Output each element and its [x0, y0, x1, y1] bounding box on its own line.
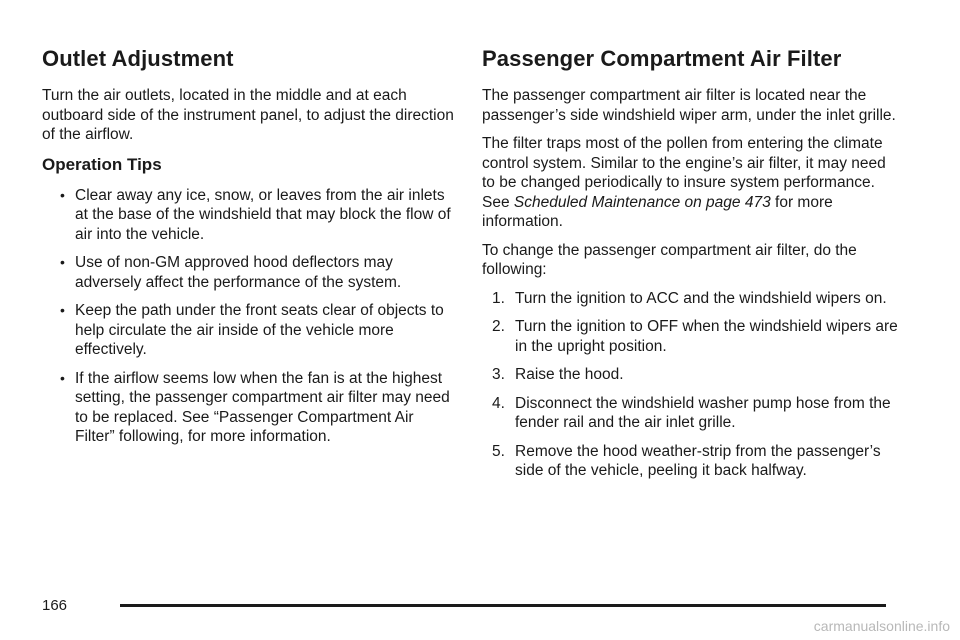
change-filter-intro: To change the passenger compartment air filter, do the following: [482, 241, 857, 278]
tip-text: Use of non-GM approved hood deflectors may adversely affect the performance of the system. [75, 254, 402, 291]
step-item [482, 289, 902, 309]
step-text: Disconnect the windshield washer pump hose from the fender rail and the air inlet grille. [515, 394, 891, 431]
right-column [482, 44, 902, 490]
left-column [42, 44, 454, 456]
step-text: Raise the hood. [515, 366, 624, 383]
bullet-icon: • [60, 369, 65, 386]
tip-item [42, 369, 454, 447]
step-number: 5. [492, 442, 505, 460]
step-number: 3. [492, 366, 505, 383]
step-item [482, 442, 902, 481]
tip-item [42, 186, 454, 245]
step-text: Turn the ignition to ACC and the windshield wipers on. [515, 289, 887, 307]
air-filter-heading: Passenger Compartment Air Filter [482, 46, 842, 71]
operation-tips-heading: Operation Tips [42, 154, 162, 174]
step-number: 2. [492, 318, 505, 335]
step-item [482, 394, 902, 433]
tip-text: Clear away any ice, snow, or leaves from the air inlets at the base of the windshield that may block the flow of air into the vehicle. [75, 186, 451, 243]
tip-item [42, 253, 454, 292]
step-text: Turn the ignition to OFF when the windshield wipers are in the upright position. [515, 318, 898, 355]
bullet-icon: • [60, 302, 65, 318]
tip-text: If the airflow seems low when the fan is at the highest setting, the passenger compartment air filter may need to be replaced. See “Passenger Compartment Air Filter” following, for more information. [75, 369, 450, 445]
footer-divider [120, 604, 886, 607]
air-filter-location: The passenger compartment air filter is located near the passenger’s side windshield wiper arm, under the inlet grille. [482, 87, 896, 124]
step-number: 4. [492, 394, 505, 412]
site-watermark: carmanualsonline.info [813, 618, 950, 634]
operation-tips-list [42, 186, 454, 447]
air-filter-purpose [482, 134, 902, 232]
tip-text: Keep the path under the front seats clear of objects to help circulate the air inside of the vehicle more effectively. [75, 302, 444, 358]
page-number: 166 [42, 597, 68, 614]
scheduled-maintenance-link[interactable]: Scheduled Maintenance on page 473 [513, 193, 771, 211]
purpose-text-end: for more information. [482, 193, 833, 230]
step-text: Remove the hood weather-strip from the passenger’s side of the vehicle, peeling it back halfway. [515, 442, 881, 479]
step-item [482, 365, 902, 385]
tip-item [42, 301, 454, 360]
outlet-adjustment-intro: Turn the air outlets, located in the middle and at each outboard side of the instrument panel, to adjust the direction of the airflow. [42, 87, 454, 143]
purpose-text: The filter traps most of the pollen from entering the climate control system. Similar to the engine’s air filter, it may need to be changed periodically to insure system performance. See [482, 135, 886, 211]
step-number: 1. [492, 289, 505, 307]
bullet-icon: • [60, 254, 65, 270]
change-filter-steps [482, 289, 902, 481]
bullet-icon: • [60, 186, 65, 203]
step-item [482, 317, 902, 356]
outlet-adjustment-heading: Outlet Adjustment [42, 46, 234, 71]
